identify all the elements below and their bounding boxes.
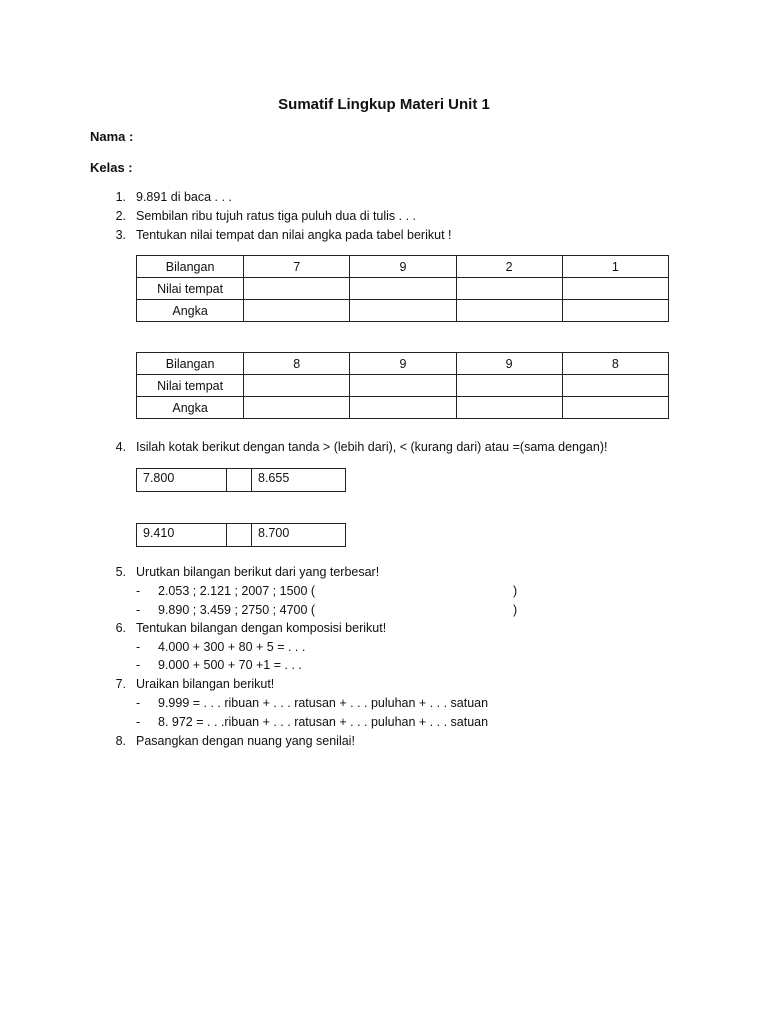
answer-cell[interactable] <box>350 375 456 397</box>
question-number: 3. <box>115 228 126 242</box>
table-row <box>137 375 669 397</box>
compare-left-value: 7.800 <box>137 469 227 492</box>
question-number: 1. <box>115 190 126 204</box>
bullet-dash: - <box>136 696 141 710</box>
answer-cell[interactable] <box>350 397 456 419</box>
question-number: 5. <box>115 565 126 579</box>
question-number: 6. <box>115 621 126 635</box>
compare-left-value: 9.410 <box>137 524 227 547</box>
row-label-cell: Angka <box>137 300 244 322</box>
question-number: 8. <box>115 734 126 748</box>
table-row <box>137 300 669 322</box>
answer-cell[interactable] <box>562 397 668 419</box>
question-text: Tentukan nilai tempat dan nilai angka pada tabel berikut ! <box>136 228 452 242</box>
digit-cell: 7 <box>244 256 350 278</box>
digit-cell: 9 <box>350 256 456 278</box>
digit-cell: 2 <box>456 256 562 278</box>
compare-box-2 <box>136 523 346 547</box>
sub-item-text: 9.890 ; 3.459 ; 2750 ; 4700 ( <box>158 603 316 617</box>
answer-cell[interactable] <box>456 278 562 300</box>
table-row <box>137 469 346 492</box>
compare-box-1 <box>136 468 346 492</box>
answer-cell[interactable] <box>562 375 668 397</box>
compare-right-value: 8.700 <box>252 524 346 547</box>
answer-cell[interactable] <box>456 300 562 322</box>
question-text: Sembilan ribu tujuh ratus tiga puluh dua di tulis . . . <box>136 209 417 223</box>
sub-item-text: 4.000 + 300 + 80 + 5 = . . . <box>158 640 306 654</box>
bullet-dash: - <box>136 658 141 672</box>
table-header-cell: Bilangan <box>137 256 244 278</box>
table-row <box>137 524 346 547</box>
question-number: 7. <box>115 677 126 691</box>
digit-cell: 8 <box>562 353 668 375</box>
question-number: 2. <box>115 209 126 223</box>
answer-cell[interactable] <box>350 300 456 322</box>
row-label-cell: Nilai tempat <box>137 278 244 300</box>
answer-cell[interactable] <box>244 300 350 322</box>
bullet-dash: - <box>136 603 141 617</box>
kelas-label: Kelas : <box>90 160 133 175</box>
answer-cell[interactable] <box>244 375 350 397</box>
place-value-table-1 <box>136 255 669 322</box>
answer-cell[interactable] <box>244 397 350 419</box>
table-row <box>137 353 669 375</box>
table-header-cell: Bilangan <box>137 353 244 375</box>
table-row <box>137 397 669 419</box>
digit-cell: 9 <box>350 353 456 375</box>
question-text: Urutkan bilangan berikut dari yang terbesar! <box>136 565 380 579</box>
answer-cell[interactable] <box>350 278 456 300</box>
page-title: Sumatif Lingkup Materi Unit 1 <box>278 96 490 113</box>
question-number: 4. <box>115 440 126 454</box>
question-text: Isilah kotak berikut dengan tanda > (lebih dari), < (kurang dari) atau =(sama dengan)! <box>136 440 608 454</box>
compare-sign-box[interactable] <box>227 469 252 492</box>
compare-right-value: 8.655 <box>252 469 346 492</box>
sub-item-text: 2.053 ; 2.121 ; 2007 ; 1500 ( <box>158 584 316 598</box>
answer-cell[interactable] <box>456 397 562 419</box>
digit-cell: 1 <box>562 256 668 278</box>
nama-label: Nama : <box>90 129 134 144</box>
closing-paren: ) <box>513 603 518 617</box>
bullet-dash: - <box>136 584 141 598</box>
question-text: Pasangkan dengan nuang yang senilai! <box>136 734 355 748</box>
sub-item-text: 9.000 + 500 + 70 +1 = . . . <box>158 658 302 672</box>
answer-cell[interactable] <box>244 278 350 300</box>
table-row <box>137 256 669 278</box>
answer-cell[interactable] <box>456 375 562 397</box>
question-text: Tentukan bilangan dengan komposisi berikut! <box>136 621 387 635</box>
answer-cell[interactable] <box>562 278 668 300</box>
answer-cell[interactable] <box>562 300 668 322</box>
digit-cell: 8 <box>244 353 350 375</box>
closing-paren: ) <box>513 584 518 598</box>
digit-cell: 9 <box>456 353 562 375</box>
sub-item-text: 9.999 = . . . ribuan + . . . ratusan + . . . puluhan + . . . satuan <box>158 696 489 710</box>
bullet-dash: - <box>136 640 141 654</box>
compare-sign-box[interactable] <box>227 524 252 547</box>
question-text: Uraikan bilangan berikut! <box>136 677 275 691</box>
place-value-table-2 <box>136 352 669 419</box>
row-label-cell: Angka <box>137 397 244 419</box>
sub-item-text: 8. 972 = . . .ribuan + . . . ratusan + . . . puluhan + . . . satuan <box>158 715 489 729</box>
table-row <box>137 278 669 300</box>
bullet-dash: - <box>136 715 141 729</box>
row-label-cell: Nilai tempat <box>137 375 244 397</box>
question-text: 9.891 di baca . . . <box>136 190 232 204</box>
